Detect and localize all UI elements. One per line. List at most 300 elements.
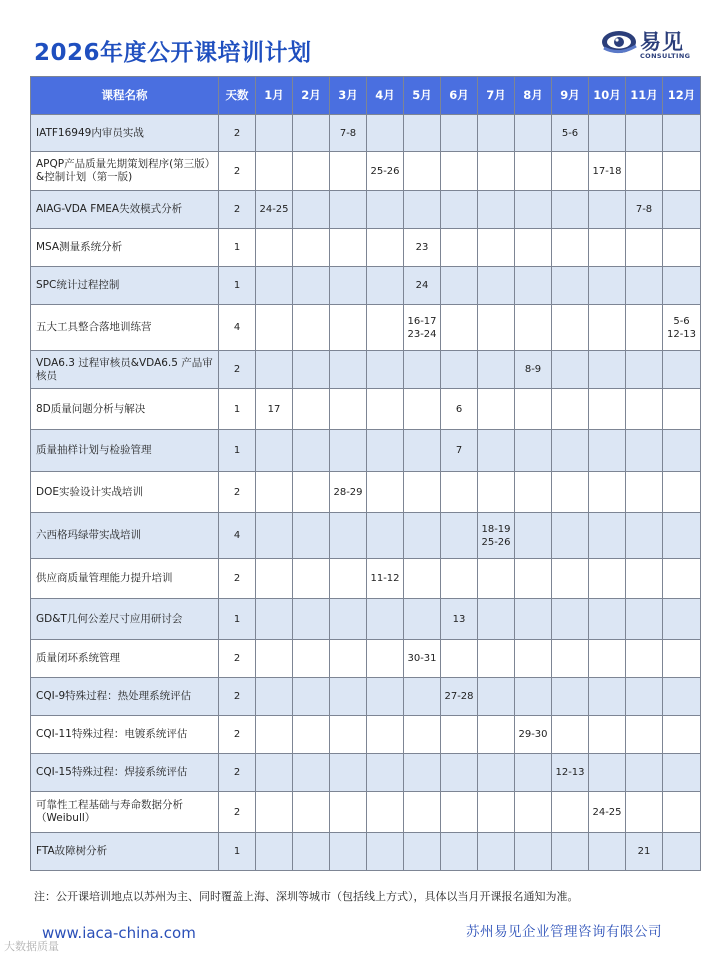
month-date-cell bbox=[256, 152, 293, 191]
month-date-cell: 30-31 bbox=[404, 640, 441, 678]
month-date-cell bbox=[515, 833, 552, 871]
days-cell: 2 bbox=[219, 640, 256, 678]
month-date-cell bbox=[515, 191, 552, 229]
month-date-cell bbox=[478, 716, 515, 754]
month-date-cell bbox=[478, 389, 515, 430]
header-month: 11月 bbox=[626, 77, 663, 115]
month-date-cell bbox=[441, 472, 478, 513]
month-date-cell bbox=[663, 792, 701, 833]
month-date-cell: 17 bbox=[256, 389, 293, 430]
month-date-cell bbox=[367, 678, 404, 716]
month-date-cell bbox=[589, 351, 626, 389]
month-date-cell bbox=[515, 559, 552, 599]
month-date-cell bbox=[256, 229, 293, 267]
month-date-cell bbox=[478, 599, 515, 640]
table-row bbox=[31, 389, 701, 430]
month-date-cell bbox=[589, 229, 626, 267]
month-date-cell bbox=[478, 229, 515, 267]
course-name-cell: CQI-9特殊过程：热处理系统评估 bbox=[31, 678, 219, 716]
month-date-cell bbox=[256, 599, 293, 640]
month-date-cell bbox=[256, 678, 293, 716]
month-date-cell bbox=[589, 513, 626, 559]
month-date-cell bbox=[404, 430, 441, 472]
month-date-cell bbox=[367, 513, 404, 559]
month-date-cell bbox=[515, 115, 552, 152]
month-date-cell bbox=[441, 152, 478, 191]
days-cell: 1 bbox=[219, 229, 256, 267]
company-name: 苏州易见企业管理咨询有限公司 bbox=[466, 924, 662, 940]
month-date-cell bbox=[626, 792, 663, 833]
month-date-cell bbox=[478, 267, 515, 305]
table-row bbox=[31, 640, 701, 678]
table-row bbox=[31, 305, 701, 351]
month-date-cell bbox=[626, 152, 663, 191]
course-name-cell: VDA6.3 过程审核员&VDA6.5 产品审核员 bbox=[31, 351, 219, 389]
days-cell: 2 bbox=[219, 351, 256, 389]
month-date-cell: 27-28 bbox=[441, 678, 478, 716]
month-date-cell bbox=[293, 191, 330, 229]
days-cell: 4 bbox=[219, 305, 256, 351]
month-date-cell: 28-29 bbox=[330, 472, 367, 513]
days-cell: 2 bbox=[219, 678, 256, 716]
days-cell: 4 bbox=[219, 513, 256, 559]
course-name-cell: 六西格玛绿带实战培训 bbox=[31, 513, 219, 559]
month-date-cell bbox=[552, 640, 589, 678]
month-date-cell bbox=[552, 430, 589, 472]
month-date-cell bbox=[404, 389, 441, 430]
month-date-cell bbox=[367, 267, 404, 305]
month-date-cell bbox=[367, 115, 404, 152]
month-date-cell bbox=[663, 472, 701, 513]
month-date-cell bbox=[478, 191, 515, 229]
table-row bbox=[31, 833, 701, 871]
logo-chinese-text: 易见 bbox=[640, 30, 684, 54]
month-date-cell bbox=[256, 792, 293, 833]
month-date-cell: 11-12 bbox=[367, 559, 404, 599]
table-row bbox=[31, 716, 701, 754]
course-name-cell: DOE实验设计实战培训 bbox=[31, 472, 219, 513]
month-date-cell bbox=[441, 267, 478, 305]
month-date-cell bbox=[367, 191, 404, 229]
month-date-cell bbox=[552, 191, 589, 229]
month-date-cell bbox=[367, 640, 404, 678]
table-body bbox=[31, 115, 701, 871]
month-date-cell bbox=[404, 754, 441, 792]
month-date-cell: 21 bbox=[626, 833, 663, 871]
header-days: 天数 bbox=[219, 77, 256, 115]
month-date-cell bbox=[367, 472, 404, 513]
month-date-cell bbox=[441, 754, 478, 792]
month-date-cell bbox=[330, 640, 367, 678]
month-date-cell bbox=[663, 678, 701, 716]
month-date-cell bbox=[367, 430, 404, 472]
month-date-cell bbox=[293, 559, 330, 599]
month-date-cell: 17-18 bbox=[589, 152, 626, 191]
month-date-cell bbox=[330, 513, 367, 559]
month-date-cell bbox=[663, 115, 701, 152]
month-date-cell bbox=[330, 191, 367, 229]
watermark: 大数据质量 bbox=[4, 940, 59, 953]
month-date-cell bbox=[478, 115, 515, 152]
website-link[interactable]: www.iaca-china.com bbox=[42, 924, 196, 942]
month-date-cell bbox=[589, 640, 626, 678]
month-date-cell bbox=[367, 833, 404, 871]
month-date-cell: 16-17 23-24 bbox=[404, 305, 441, 351]
month-date-cell bbox=[515, 678, 552, 716]
table-row bbox=[31, 229, 701, 267]
month-date-cell bbox=[256, 640, 293, 678]
month-date-cell: 24 bbox=[404, 267, 441, 305]
month-date-cell bbox=[330, 229, 367, 267]
month-date-cell bbox=[478, 640, 515, 678]
month-date-cell bbox=[441, 513, 478, 559]
month-date-cell bbox=[404, 191, 441, 229]
month-date-cell bbox=[256, 472, 293, 513]
course-name-cell: FTA故障树分析 bbox=[31, 833, 219, 871]
month-date-cell bbox=[515, 430, 552, 472]
header-month: 2月 bbox=[293, 77, 330, 115]
days-cell: 1 bbox=[219, 599, 256, 640]
month-date-cell bbox=[552, 389, 589, 430]
month-date-cell bbox=[626, 640, 663, 678]
days-cell: 2 bbox=[219, 152, 256, 191]
month-date-cell bbox=[478, 559, 515, 599]
table-row bbox=[31, 792, 701, 833]
table-header-row bbox=[31, 77, 701, 115]
month-date-cell bbox=[552, 305, 589, 351]
month-date-cell bbox=[293, 229, 330, 267]
course-name-cell: APQP产品质量先期策划程序(第三版）&控制计划（第一版) bbox=[31, 152, 219, 191]
month-date-cell bbox=[404, 678, 441, 716]
month-date-cell bbox=[367, 792, 404, 833]
course-name-cell: 供应商质量管理能力提升培训 bbox=[31, 559, 219, 599]
month-date-cell bbox=[367, 599, 404, 640]
training-schedule-table bbox=[30, 76, 701, 871]
page-title: 2026年度公开课培训计划 bbox=[34, 40, 312, 66]
table-row bbox=[31, 559, 701, 599]
month-date-cell bbox=[589, 267, 626, 305]
month-date-cell bbox=[256, 305, 293, 351]
month-date-cell: 6 bbox=[441, 389, 478, 430]
month-date-cell: 7 bbox=[441, 430, 478, 472]
month-date-cell bbox=[367, 229, 404, 267]
month-date-cell bbox=[367, 754, 404, 792]
month-date-cell bbox=[552, 472, 589, 513]
month-date-cell bbox=[663, 267, 701, 305]
month-date-cell bbox=[626, 305, 663, 351]
month-date-cell bbox=[515, 152, 552, 191]
header-month: 1月 bbox=[256, 77, 293, 115]
table-row bbox=[31, 152, 701, 191]
month-date-cell bbox=[552, 513, 589, 559]
month-date-cell: 23 bbox=[404, 229, 441, 267]
month-date-cell bbox=[589, 754, 626, 792]
days-cell: 2 bbox=[219, 754, 256, 792]
month-date-cell bbox=[293, 472, 330, 513]
month-date-cell bbox=[663, 430, 701, 472]
month-date-cell bbox=[256, 115, 293, 152]
month-date-cell bbox=[256, 430, 293, 472]
month-date-cell bbox=[330, 559, 367, 599]
month-date-cell bbox=[441, 115, 478, 152]
month-date-cell bbox=[404, 716, 441, 754]
month-date-cell bbox=[515, 229, 552, 267]
month-date-cell bbox=[293, 115, 330, 152]
month-date-cell bbox=[663, 229, 701, 267]
days-cell: 2 bbox=[219, 559, 256, 599]
month-date-cell bbox=[626, 351, 663, 389]
month-date-cell bbox=[626, 754, 663, 792]
course-name-cell: AIAG-VDA FMEA失效模式分析 bbox=[31, 191, 219, 229]
month-date-cell bbox=[663, 559, 701, 599]
month-date-cell bbox=[330, 716, 367, 754]
header-month: 7月 bbox=[478, 77, 515, 115]
month-date-cell bbox=[330, 389, 367, 430]
header-month: 6月 bbox=[441, 77, 478, 115]
month-date-cell bbox=[256, 716, 293, 754]
month-date-cell bbox=[330, 599, 367, 640]
month-date-cell bbox=[552, 792, 589, 833]
month-date-cell bbox=[478, 678, 515, 716]
month-date-cell bbox=[293, 430, 330, 472]
month-date-cell bbox=[552, 559, 589, 599]
logo-english-text: CONSULTING bbox=[640, 52, 691, 60]
month-date-cell bbox=[589, 472, 626, 513]
month-date-cell bbox=[293, 389, 330, 430]
days-cell: 1 bbox=[219, 833, 256, 871]
month-date-cell bbox=[293, 678, 330, 716]
month-date-cell bbox=[404, 115, 441, 152]
course-name-cell: GD&T几何公差尺寸应用研讨会 bbox=[31, 599, 219, 640]
month-date-cell bbox=[663, 389, 701, 430]
month-date-cell bbox=[515, 513, 552, 559]
month-date-cell bbox=[293, 152, 330, 191]
month-date-cell bbox=[478, 833, 515, 871]
days-cell: 2 bbox=[219, 716, 256, 754]
header-month: 12月 bbox=[663, 77, 701, 115]
month-date-cell bbox=[293, 305, 330, 351]
days-cell: 2 bbox=[219, 115, 256, 152]
month-date-cell bbox=[256, 351, 293, 389]
days-cell: 1 bbox=[219, 389, 256, 430]
month-date-cell bbox=[589, 599, 626, 640]
header-month: 5月 bbox=[404, 77, 441, 115]
month-date-cell bbox=[515, 389, 552, 430]
header-course-name: 课程名称 bbox=[31, 77, 219, 115]
month-date-cell bbox=[626, 678, 663, 716]
month-date-cell bbox=[552, 833, 589, 871]
month-date-cell bbox=[589, 305, 626, 351]
table-row bbox=[31, 430, 701, 472]
month-date-cell: 5-6 12-13 bbox=[663, 305, 701, 351]
header-month: 9月 bbox=[552, 77, 589, 115]
header-month: 10月 bbox=[589, 77, 626, 115]
month-date-cell bbox=[293, 267, 330, 305]
month-date-cell bbox=[441, 191, 478, 229]
month-date-cell bbox=[663, 191, 701, 229]
month-date-cell: 7-8 bbox=[626, 191, 663, 229]
course-name-cell: MSA测量系统分析 bbox=[31, 229, 219, 267]
month-date-cell bbox=[404, 351, 441, 389]
month-date-cell bbox=[626, 115, 663, 152]
eye-logo-icon bbox=[601, 26, 639, 58]
month-date-cell bbox=[589, 389, 626, 430]
table-row bbox=[31, 115, 701, 152]
course-name-cell: CQI-11特殊过程：电镀系统评估 bbox=[31, 716, 219, 754]
table-row bbox=[31, 513, 701, 559]
month-date-cell bbox=[626, 599, 663, 640]
month-date-cell bbox=[293, 754, 330, 792]
month-date-cell bbox=[293, 351, 330, 389]
month-date-cell bbox=[404, 792, 441, 833]
month-date-cell bbox=[478, 305, 515, 351]
month-date-cell bbox=[330, 152, 367, 191]
month-date-cell: 5-6 bbox=[552, 115, 589, 152]
month-date-cell bbox=[330, 351, 367, 389]
month-date-cell bbox=[663, 640, 701, 678]
course-name-cell: CQI-15特殊过程：焊接系统评估 bbox=[31, 754, 219, 792]
month-date-cell bbox=[441, 351, 478, 389]
month-date-cell: 8-9 bbox=[515, 351, 552, 389]
month-date-cell bbox=[552, 678, 589, 716]
month-date-cell bbox=[626, 389, 663, 430]
month-date-cell bbox=[404, 152, 441, 191]
month-date-cell bbox=[515, 599, 552, 640]
month-date-cell bbox=[404, 513, 441, 559]
footnote: 注：公开课培训地点以苏州为主、同时覆盖上海、深圳等城市（包括线上方式），具体以当月开课报名通知为准。 bbox=[34, 890, 579, 903]
month-date-cell bbox=[256, 559, 293, 599]
table-row bbox=[31, 472, 701, 513]
days-cell: 2 bbox=[219, 792, 256, 833]
month-date-cell bbox=[404, 472, 441, 513]
month-date-cell bbox=[515, 792, 552, 833]
days-cell: 1 bbox=[219, 430, 256, 472]
month-date-cell bbox=[404, 833, 441, 871]
month-date-cell bbox=[626, 716, 663, 754]
days-cell: 2 bbox=[219, 191, 256, 229]
month-date-cell bbox=[478, 152, 515, 191]
month-date-cell: 13 bbox=[441, 599, 478, 640]
month-date-cell bbox=[663, 716, 701, 754]
month-date-cell bbox=[441, 305, 478, 351]
month-date-cell bbox=[589, 191, 626, 229]
month-date-cell bbox=[367, 389, 404, 430]
month-date-cell bbox=[515, 305, 552, 351]
month-date-cell bbox=[293, 716, 330, 754]
month-date-cell bbox=[293, 599, 330, 640]
month-date-cell: 25-26 bbox=[367, 152, 404, 191]
course-name-cell: 可靠性工程基础与寿命数据分析（Weibull） bbox=[31, 792, 219, 833]
table-row bbox=[31, 191, 701, 229]
month-date-cell bbox=[589, 559, 626, 599]
month-date-cell bbox=[367, 716, 404, 754]
month-date-cell bbox=[515, 640, 552, 678]
month-date-cell bbox=[589, 678, 626, 716]
month-date-cell bbox=[663, 513, 701, 559]
month-date-cell bbox=[256, 833, 293, 871]
month-date-cell bbox=[552, 716, 589, 754]
month-date-cell bbox=[626, 430, 663, 472]
month-date-cell bbox=[515, 754, 552, 792]
month-date-cell: 7-8 bbox=[330, 115, 367, 152]
month-date-cell bbox=[330, 267, 367, 305]
course-name-cell: 8D质量问题分析与解决 bbox=[31, 389, 219, 430]
month-date-cell bbox=[626, 229, 663, 267]
month-date-cell bbox=[478, 472, 515, 513]
month-date-cell bbox=[293, 792, 330, 833]
month-date-cell bbox=[626, 267, 663, 305]
month-date-cell: 24-25 bbox=[589, 792, 626, 833]
course-name-cell: 质量抽样计划与检验管理 bbox=[31, 430, 219, 472]
month-date-cell bbox=[552, 152, 589, 191]
month-date-cell bbox=[663, 833, 701, 871]
month-date-cell bbox=[552, 229, 589, 267]
month-date-cell bbox=[589, 115, 626, 152]
month-date-cell bbox=[330, 754, 367, 792]
table-row bbox=[31, 267, 701, 305]
table-row bbox=[31, 599, 701, 640]
month-date-cell bbox=[256, 513, 293, 559]
month-date-cell bbox=[293, 513, 330, 559]
month-date-cell bbox=[663, 351, 701, 389]
month-date-cell bbox=[441, 833, 478, 871]
month-date-cell: 18-19 25-26 bbox=[478, 513, 515, 559]
month-date-cell bbox=[330, 305, 367, 351]
month-date-cell: 12-13 bbox=[552, 754, 589, 792]
company-logo bbox=[601, 26, 697, 66]
month-date-cell bbox=[367, 351, 404, 389]
month-date-cell bbox=[626, 513, 663, 559]
month-date-cell bbox=[441, 792, 478, 833]
month-date-cell: 24-25 bbox=[256, 191, 293, 229]
month-date-cell bbox=[552, 267, 589, 305]
course-name-cell: 质量闭环系统管理 bbox=[31, 640, 219, 678]
month-date-cell bbox=[552, 351, 589, 389]
month-date-cell bbox=[478, 430, 515, 472]
days-cell: 2 bbox=[219, 472, 256, 513]
month-date-cell bbox=[330, 792, 367, 833]
header-month: 4月 bbox=[367, 77, 404, 115]
month-date-cell bbox=[478, 792, 515, 833]
month-date-cell bbox=[626, 559, 663, 599]
month-date-cell bbox=[330, 678, 367, 716]
month-date-cell bbox=[404, 559, 441, 599]
month-date-cell bbox=[441, 640, 478, 678]
month-date-cell bbox=[441, 716, 478, 754]
month-date-cell bbox=[330, 833, 367, 871]
month-date-cell bbox=[256, 754, 293, 792]
table-row bbox=[31, 754, 701, 792]
course-name-cell: SPC统计过程控制 bbox=[31, 267, 219, 305]
month-date-cell bbox=[441, 229, 478, 267]
month-date-cell bbox=[404, 599, 441, 640]
course-name-cell: 五大工具整合落地训练营 bbox=[31, 305, 219, 351]
month-date-cell bbox=[367, 305, 404, 351]
course-name-cell: IATF16949内审员实战 bbox=[31, 115, 219, 152]
month-date-cell bbox=[663, 152, 701, 191]
month-date-cell bbox=[478, 351, 515, 389]
month-date-cell bbox=[478, 754, 515, 792]
header-month: 8月 bbox=[515, 77, 552, 115]
month-date-cell bbox=[330, 430, 367, 472]
month-date-cell bbox=[515, 472, 552, 513]
month-date-cell bbox=[589, 833, 626, 871]
month-date-cell bbox=[552, 599, 589, 640]
table-row bbox=[31, 678, 701, 716]
month-date-cell bbox=[663, 599, 701, 640]
table-row bbox=[31, 351, 701, 389]
month-date-cell bbox=[626, 472, 663, 513]
